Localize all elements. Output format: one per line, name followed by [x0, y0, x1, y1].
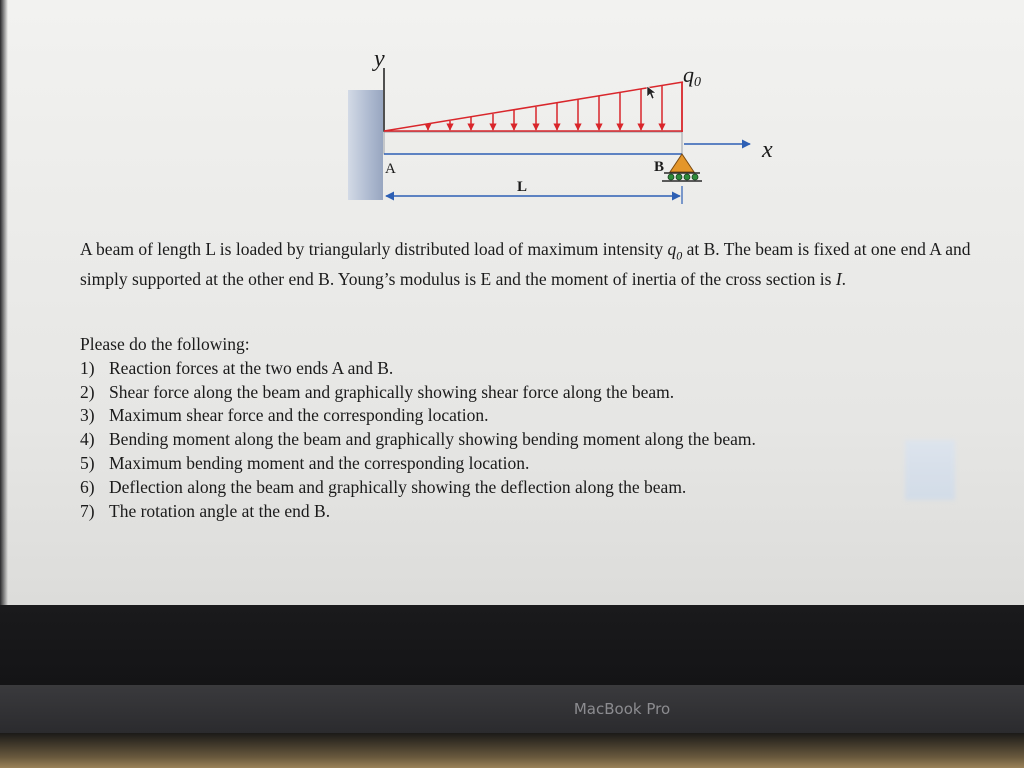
- task-item: [80, 357, 920, 381]
- problem-text-part3: .: [841, 269, 847, 289]
- task-text: Maximum bending moment and the corresponding location.: [109, 452, 530, 473]
- task-item: [80, 381, 920, 405]
- problem-text-part1: A beam of length L is loaded by triangularly distributed load of maximum intensity: [80, 239, 668, 259]
- load-intensity-label: [683, 62, 701, 90]
- task-item: [80, 476, 920, 500]
- y-axis-label: y: [374, 46, 385, 72]
- task-text: Deflection along the beam and graphically showing the deflection along the beam.: [109, 476, 687, 497]
- task-item: [80, 404, 920, 428]
- screen-glare: [905, 440, 955, 500]
- length-label: L: [517, 179, 528, 195]
- q-symbol-subscript: 0: [676, 248, 683, 263]
- roller-wheel: [676, 174, 682, 180]
- load-q: q: [683, 62, 694, 87]
- task-item: [80, 452, 920, 476]
- laptop-hinge: [0, 733, 1024, 768]
- task-number: 6): [80, 476, 95, 497]
- screen-edge-shadow: [0, 0, 8, 605]
- q-symbol-letter: q: [667, 239, 677, 259]
- task-list: [80, 357, 920, 524]
- load-slope-line: [384, 82, 683, 131]
- roller-wheel: [684, 174, 690, 180]
- task-number: 4): [80, 429, 95, 450]
- point-a-label: A: [385, 161, 396, 177]
- point-b-label: B: [654, 159, 665, 175]
- inertia-symbol: I: [835, 269, 842, 289]
- problem-statement: [80, 238, 985, 292]
- task-item: [80, 500, 920, 524]
- roller-wheel: [692, 174, 698, 180]
- task-text: Maximum shear force and the corresponding location.: [109, 405, 489, 426]
- task-text: Shear force along the beam and graphically showing shear force along the beam.: [109, 381, 675, 402]
- task-number: 5): [80, 452, 95, 473]
- instructions-block: [80, 333, 920, 523]
- task-number: 3): [80, 405, 95, 426]
- problem-text-part2: at B. The beam is fixed at one end A and simply supported at the other end B. Young’s modulus is E and the moment of inertia of the cross section is: [80, 239, 971, 289]
- q-symbol: [667, 239, 683, 263]
- beam-diagram: [0, 0, 1024, 230]
- beam-body: [384, 132, 682, 154]
- support-triangle: [670, 154, 694, 172]
- roller-wheel: [668, 174, 674, 180]
- task-text: Reaction forces at the two ends A and B.: [109, 357, 394, 378]
- task-text: Bending moment along the beam and graphically showing bending moment along the beam.: [109, 429, 756, 450]
- roller-support: [662, 154, 702, 181]
- mouse-cursor-icon: [647, 86, 656, 99]
- task-number: 7): [80, 500, 95, 521]
- task-number: 1): [80, 357, 95, 378]
- fixed-wall: [348, 90, 383, 200]
- load-arrows: [428, 86, 662, 130]
- screen-bezel: [0, 605, 1024, 685]
- x-axis-label: x: [762, 137, 773, 163]
- task-text: The rotation angle at the end B.: [109, 500, 331, 521]
- task-item: [80, 428, 920, 452]
- task-number: 2): [80, 381, 95, 402]
- load-q-subscript: 0: [694, 75, 701, 90]
- device-brand-label: MacBook Pro: [573, 700, 671, 718]
- instructions-heading: Please do the following:: [80, 334, 250, 354]
